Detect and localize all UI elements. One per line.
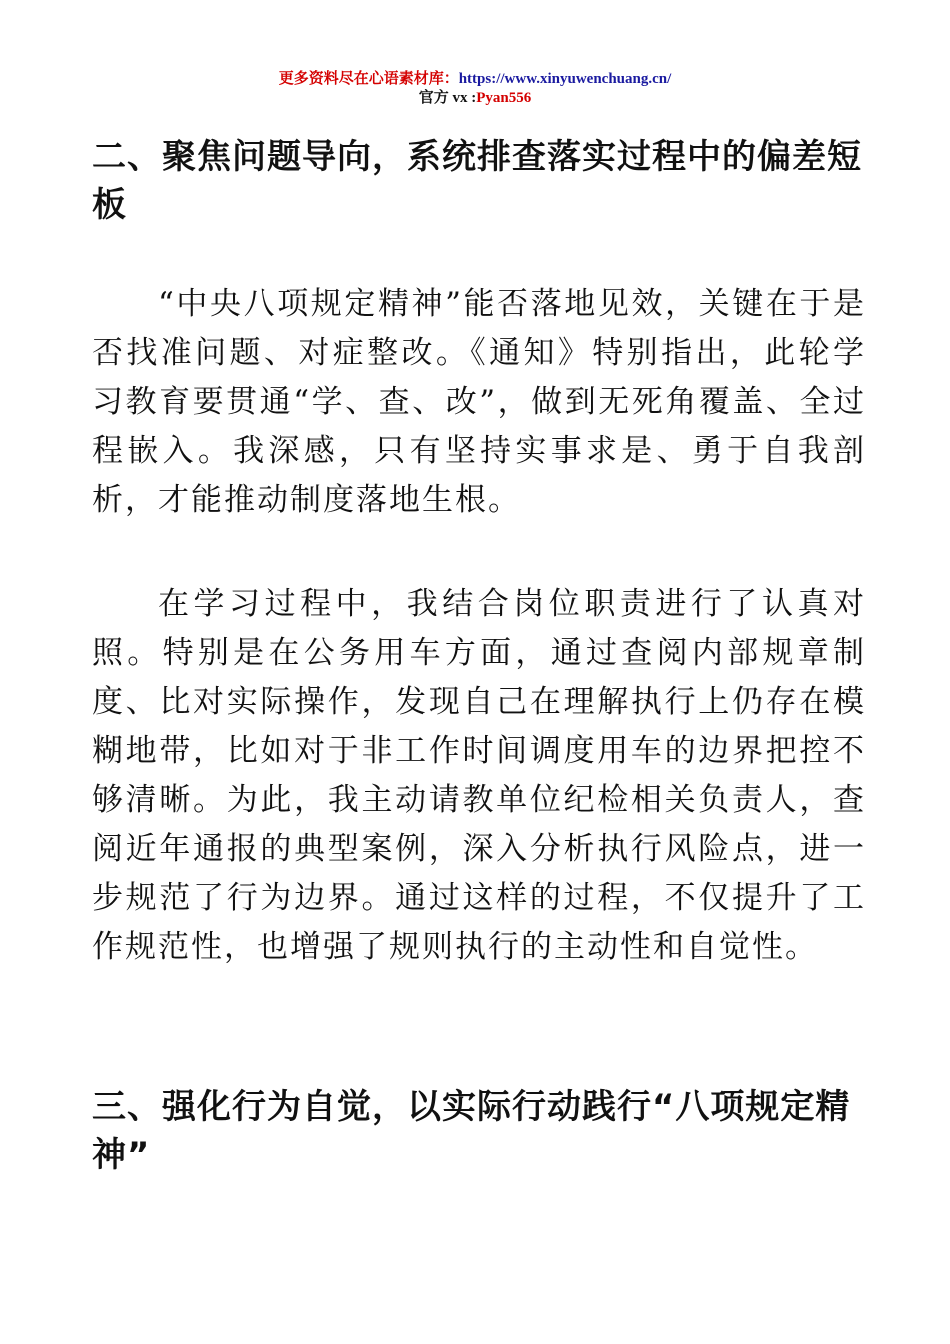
page-header — [0, 70, 950, 108]
promo-label: 更多资料尽在心语素材库： — [278, 71, 459, 87]
wechat-label: 官方 vx : — [418, 90, 477, 106]
wechat-line — [0, 89, 950, 108]
paragraph-2: 在学习过程中，我结合岗位职责进行了认真对照。特别是在公务用车方面，通过查阅内部规章制度、比对实际操作，发现自己在理解执行上仍存在模糊地带，比如对于非工作时间调度用车的边界把控不够清晰。为此，我主动请教单位纪检相关负责人，查阅近年通报的典型案例，深入分析执行风险点，进一步规范了行为边界。通过这样的过程，不仅提升了工作规范性，也增强了规则执行的主动性和自觉性。 — [92, 586, 866, 965]
wechat-id: Pyan556 — [476, 90, 532, 106]
paragraph-1: “中央八项规定精神”能否落地见效，关键在于是否找准问题、对症整改。《通知》特别指出，此轮学习教育要贯通“学、查、改”，做到无死角覆盖、全过程嵌入。我深感，只有坚持实事求是、勇于自我剖析，才能推动制度落地生根。 — [92, 286, 866, 518]
section-heading-3: 三、强化行为自觉，以实际行动践行“八项规定精神” — [92, 1087, 851, 1175]
promo-line — [0, 70, 950, 89]
section-heading-2: 二、聚焦问题导向，系统排查落实过程中的偏差短板 — [92, 137, 862, 225]
promo-url-link[interactable]: https://www.xinyuwenchuang.cn/ — [458, 71, 672, 87]
